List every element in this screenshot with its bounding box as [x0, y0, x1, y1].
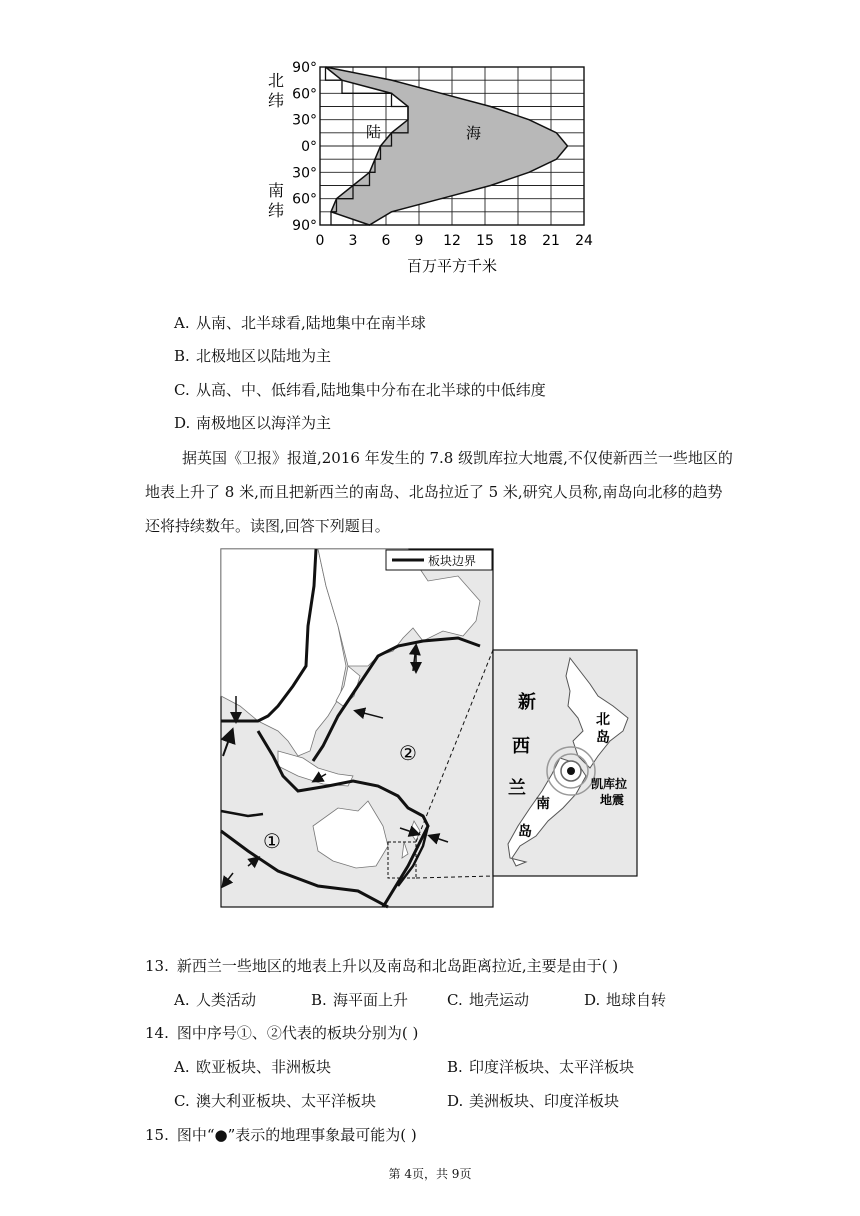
epicenter-dot	[567, 767, 575, 775]
passage-line-1: 据英国《卫报》报道,2016 年发生的 7.8 级凯库拉大地震,不仅使新西兰一些地区的	[182, 449, 733, 467]
main-map	[221, 549, 493, 907]
quake-label-1: 凯库拉	[591, 777, 628, 791]
question-14: 14. 图中序号①、②代表的板块分别为( )	[145, 1024, 419, 1042]
y-group-south-1: 南	[267, 181, 285, 200]
plate-1-label: ①	[263, 829, 281, 853]
x-axis-label: 百万平方千米	[406, 257, 498, 275]
y-tick-label: 90°	[292, 60, 317, 76]
option-13-d[interactable]: D. 地球自转	[584, 991, 667, 1009]
x-tick-label: 18	[509, 233, 527, 249]
north-island-1: 北	[596, 712, 610, 728]
option-13-b[interactable]: B. 海平面上升	[311, 991, 409, 1009]
y-tick-label: 0°	[301, 139, 317, 155]
north-island-2: 岛	[596, 730, 610, 746]
plate-2-label: ②	[399, 741, 417, 765]
option-13-c[interactable]: C. 地壳运动	[447, 991, 530, 1009]
option-12-d[interactable]: D. 南极地区以海洋为主	[174, 414, 332, 432]
y-tick-label: 90°	[292, 218, 317, 234]
x-tick-label: 12	[443, 233, 461, 249]
south-island-2: 岛	[518, 824, 532, 840]
y-tick-label: 60°	[292, 86, 317, 103]
option-12-c[interactable]: C. 从高、中、低纬看,陆地集中分布在北半球的中低纬度	[174, 381, 546, 399]
land-sea-latitude-chart	[262, 58, 602, 278]
x-tick-label: 15	[476, 233, 494, 249]
nz-char-2: 西	[512, 736, 530, 757]
quake-label-2: 地震	[600, 793, 625, 807]
passage-line-3: 还将持续数年。读图,回答下列题目。	[145, 517, 390, 535]
passage-line-2: 地表上升了 8 米,而且把新西兰的南岛、北岛拉近了 5 米,研究人员称,南岛向北移的趋势	[145, 483, 723, 501]
plate-boundary-map	[218, 546, 640, 911]
page-footer: 第 4页，共 9页	[388, 1167, 472, 1181]
x-tick-label: 9	[414, 233, 424, 249]
x-tick-label: 6	[381, 233, 391, 249]
question-13: 13. 新西兰一些地区的地表上升以及南岛和北岛距离拉近,主要是由于( )	[145, 957, 619, 975]
option-14-d[interactable]: D. 美洲板块、印度洋板块	[447, 1092, 620, 1110]
nz-char-3: 兰	[508, 778, 526, 799]
y-group-north-2: 纬	[267, 91, 285, 110]
y-tick-label: 30°	[292, 165, 317, 182]
nz-inset	[493, 650, 637, 876]
option-12-a[interactable]: A. 从南、北半球看,陆地集中在南半球	[174, 314, 426, 332]
nz-char-1: 新	[518, 692, 536, 713]
y-tick-label: 30°	[292, 112, 317, 129]
y-group-south-2: 纬	[267, 201, 285, 220]
x-tick-label: 3	[348, 233, 358, 249]
x-tick-label: 24	[575, 233, 593, 249]
south-island-1: 南	[536, 796, 550, 812]
option-14-c[interactable]: C. 澳大利亚板块、太平洋板块	[174, 1092, 377, 1110]
option-14-b[interactable]: B. 印度洋板块、太平洋板块	[447, 1058, 635, 1076]
x-tick-label: 21	[542, 233, 560, 249]
option-14-a[interactable]: A. 欧亚板块、非洲板块	[174, 1058, 332, 1076]
x-tick-label: 0	[315, 233, 325, 249]
option-12-b[interactable]: B. 北极地区以陆地为主	[174, 347, 332, 365]
sea-label: 海	[466, 124, 482, 142]
option-13-a[interactable]: A. 人类活动	[174, 991, 257, 1009]
question-15: 15. 图中“●”表示的地理事象最可能为( )	[145, 1126, 417, 1144]
land-label: 陆	[366, 123, 382, 141]
y-tick-label: 60°	[292, 191, 317, 208]
legend-label: 板块边界	[428, 554, 477, 568]
y-group-north-1: 北	[267, 71, 285, 90]
